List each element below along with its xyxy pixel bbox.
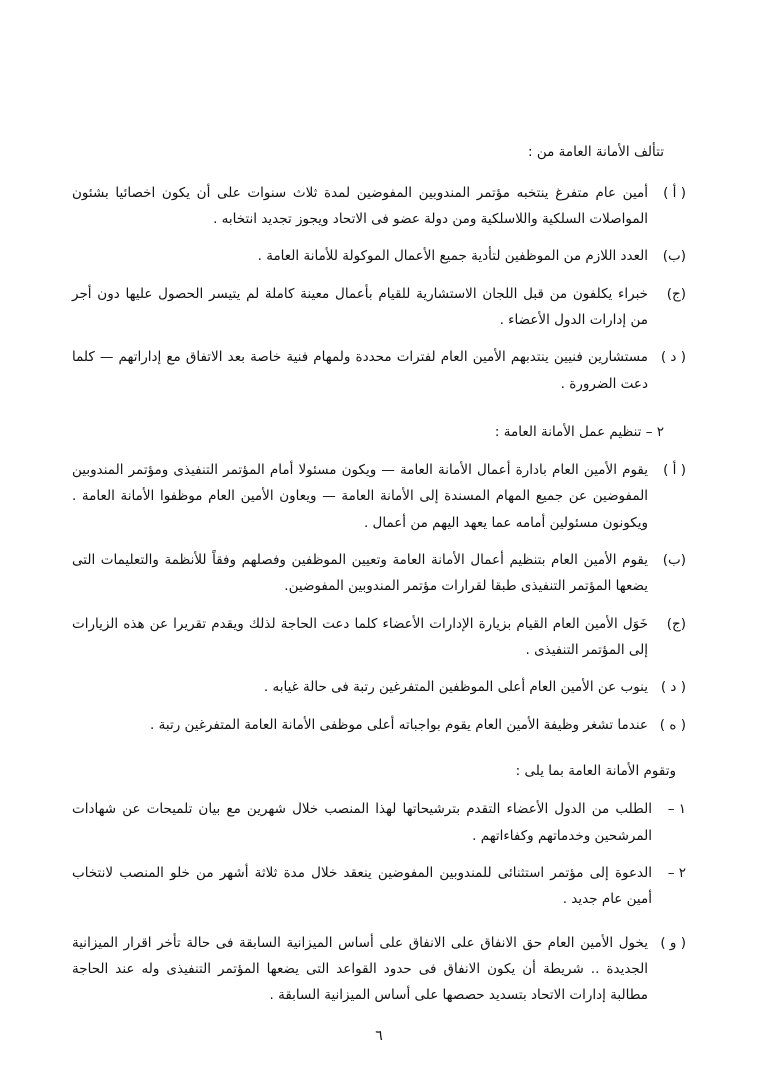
list-item-marker: (ج) — [666, 285, 686, 302]
list-item-text: خَوَل الأمين العام القيام بزيارة الإدارات الأعضاء كلما دعت الحاجة لذلك ويقدم تقريرا عن هذه الزيارات إلى المؤتمر التنفيذى . — [72, 615, 648, 659]
list-item-text: يقوم الأمين العام بادارة أعمال الأمانة العامة — ويكون مسئولا أمام المؤتمر التنفيذى ومؤتمر المندوبين المفوضين عن جميع المهام المسندة إلى الأمانة العامة — ويعاون الأمين العام موظفوا الأمانة العامة . ويكونون مسئولين أمامه عما يعهد اليهم من أعمال . — [72, 462, 648, 531]
list-item — [72, 180, 686, 233]
list-item-marker: ( أ ) — [663, 462, 686, 479]
list-item-marker: ( د ) — [660, 679, 686, 696]
intro-line: تتألف الأمانة العامة من : — [527, 144, 664, 160]
list-item — [72, 457, 686, 536]
list-item-text: العدد اللازم من الموظفين لتأدية جميع الأعمال الموكولة للأمانة العامة . — [257, 248, 648, 265]
list-item-marker: (ب) — [662, 248, 686, 265]
list-item-marker: (ب) — [662, 552, 686, 569]
list-item — [72, 243, 686, 269]
list-item-marker: ( و ) — [660, 934, 686, 951]
list-item — [72, 796, 686, 849]
list-item-text: عندما تشغر وظيفة الأمين العام يقوم بواجباته أعلى موظفى الأمانة العامة المتفرغين رتبة . — [150, 716, 648, 733]
composition-list — [72, 180, 686, 397]
list-item-marker: ( ه ) — [659, 716, 686, 733]
final-list — [72, 930, 686, 1009]
sub-heading: وتقوم الأمانة العامة بما يلى : — [515, 762, 676, 779]
list-item-marker: ١ – — [667, 801, 686, 818]
list-item — [72, 860, 686, 913]
list-item — [72, 344, 686, 397]
list-item — [72, 281, 686, 334]
list-item-marker: ( د ) — [660, 349, 686, 366]
duties-list — [72, 796, 686, 912]
list-item — [72, 611, 686, 664]
list-item-text: أمين عام متفرغ ينتخبه مؤتمر المندوبين المفوضين لمدة ثلاث سنوات على أن يكون اخصائيا بشئون المواصلات السلكية واللاسلكية ومن دولة عضو فى الاتحاد ويجوز تجديد انتخابه . — [72, 184, 648, 227]
section-heading: ٢ – تنظيم عمل الأمانة العامة : — [494, 423, 664, 440]
list-item-text: الطلب من الدول الأعضاء التقدم بترشيحاتها لهذا المنصب خلال شهرين مع بيان تلميحات عن شهادات المرشحين وخدماتهم وكفاءاتهم . — [72, 801, 652, 844]
list-item-marker: ٢ – — [667, 864, 686, 881]
list-item-text: يقوم الأمين العام بتنظيم أعمال الأمانة العامة وتعيين الموظفين وفصلهم وفقاً للأنظمة والتعليمات التى يضعها المؤتمر التنفيذى طبقا لقرارات مؤتمر المندوبين المفوضين. — [72, 552, 648, 595]
list-item-text: ينوب عن الأمين العام أعلى الموظفين المتفرغين رتبة فى حالة غيابه . — [263, 679, 648, 696]
list-item-text: يخول الأمين العام حق الانفاق على الانفاق على أساس الميزانية السابقة فى حالة تأخر اقرار الميزانية الجديدة .. شريطة أن يكون الانفاق فى حدود القواعد التى يضعها المؤتمر التنفيذى وله عند الحاجة مطالبة إدارات الاتحاد بتسديد حصصها على أساس الميزانية السابقة . — [72, 934, 648, 1004]
list-item — [72, 547, 686, 600]
page-number: ٦ — [375, 1028, 383, 1044]
list-item-text: مستشارين فنيين ينتدبهم الأمين العام لفترات محددة ولمهام فنية خاصة بعد الاتفاق مع إداراتهم — كلما دعت الضرورة . — [72, 349, 648, 392]
list-item-text: الدعوة إلى مؤتمر استثنائى للمندوبين المفوضين ينعقد خلال مدة ثلاثة أشهر من خلو المنصب لانتخاب أمين عام جديد . — [72, 864, 652, 908]
list-item — [72, 674, 686, 700]
organization-list — [72, 457, 686, 738]
list-item — [72, 930, 686, 1009]
list-item — [72, 712, 686, 738]
list-item-marker: (ج) — [666, 615, 686, 632]
list-item-marker: ( أ ) — [663, 184, 686, 201]
list-item-text: خبراء يكلفون من قبل اللجان الاستشارية للقيام بأعمال معينة كاملة لم يتيسر الحصول عليها دون أجر من إدارات الدول الأعضاء . — [72, 285, 648, 328]
